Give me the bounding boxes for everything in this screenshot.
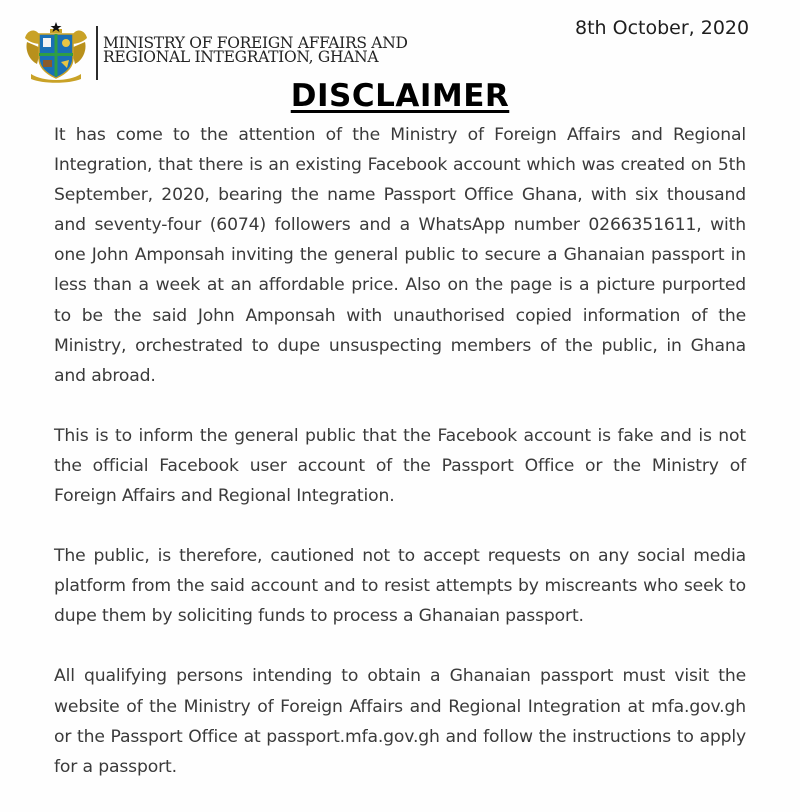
ministry-name-line-2: REGIONAL INTEGRATION, GHANA (103, 48, 379, 66)
letterhead-divider (96, 26, 98, 80)
ministry-name (103, 36, 408, 64)
page-title: DISCLAIMER (290, 78, 510, 114)
paragraph-4: All qualifying persons intending to obtain a Ghanaian passport must visit the website of the Ministry of Foreign Affairs and Regional Integration at mfa.gov.gh or the Passport Office at passport.mfa.gov.gh and follow the instructions to apply for a passport. (54, 666, 746, 777)
paragraph-3: The public, is therefore, cautioned not to accept requests on any social media platform from the said account and to resist attempts by miscreants who seek to dupe them by soliciting funds to process a Ghanaian passport. (54, 546, 746, 627)
ghana-coat-of-arms-icon (23, 22, 89, 84)
ministry-name-line-1: MINISTRY OF FOREIGN AFFAIRS AND (103, 34, 408, 52)
paragraph-2: This is to inform the general public that the Facebook account is fake and is not the official Facebook user account of the Passport Office or the Ministry of Foreign Affairs and Regional Integration. (54, 425, 746, 507)
letterhead (0, 0, 800, 90)
document-date: 8th October, 2020 (575, 17, 750, 39)
paragraph-1: It has come to the attention of the Ministry of Foreign Affairs and Regional Integration, that there is an existing Facebook account which was created on 5th September, 2020, bearing the name Passport Office Ghana, with six thousand and seventy-four (6074) followers and a WhatsApp number 0266351611, with one John Amponsah inviting the general public to secure a Ghanaian passport in less than a week at an affordable price. Also on the page is a picture purported to be the said John Amponsah with unauthorised copied information of the Ministry, orchestrated to dupe unsuspecting members of the public, in Ghana and abroad. (54, 125, 746, 386)
disclaimer-body (54, 120, 746, 812)
